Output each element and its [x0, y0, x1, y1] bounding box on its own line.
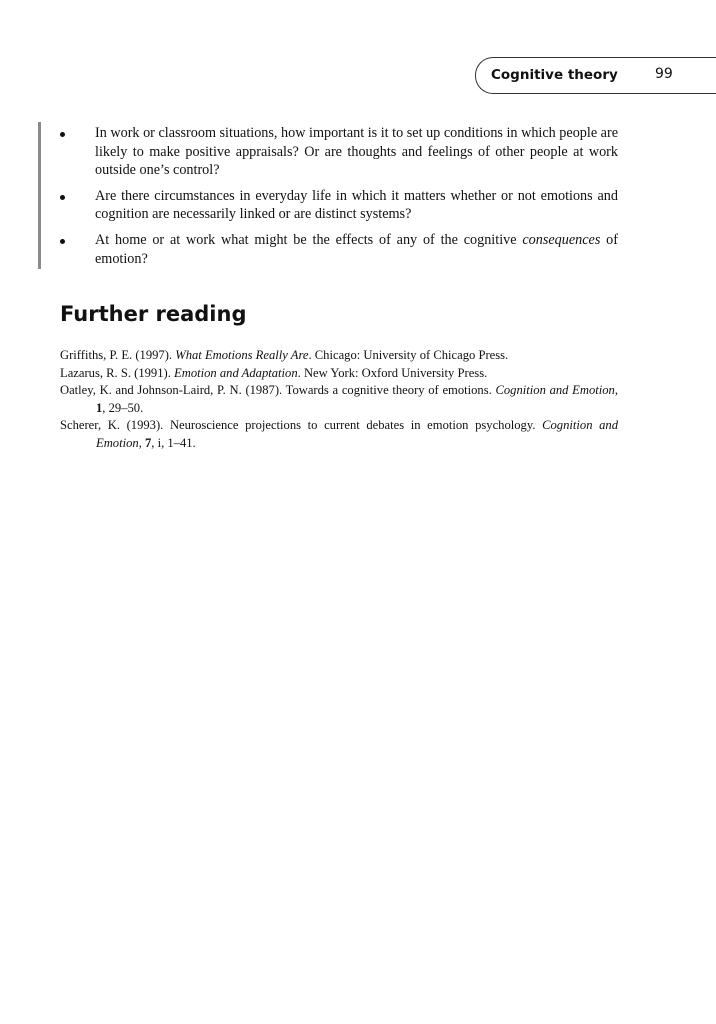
reference-publisher: . New York: Oxford University Press.: [297, 365, 488, 380]
reference-volume: 7: [144, 435, 152, 450]
reference-item: [60, 347, 618, 365]
question-item: [58, 187, 618, 224]
reference-list: [60, 347, 618, 452]
section-title: Further reading: [60, 302, 247, 326]
question-text: Are there circumstances in everyday life in which it matters whether or not emotions and cognition are necessarily linked or are distinct systems?: [95, 187, 618, 223]
bullet-icon: [60, 239, 65, 244]
reference-separator: ,: [614, 383, 618, 397]
bullet-icon: [60, 132, 65, 137]
reference-journal: Cognition and Emotion: [96, 418, 619, 450]
reference-book-title: Emotion and Adaptation: [174, 365, 298, 380]
question-item: [58, 124, 618, 180]
reference-publisher: . Chicago: University of Chicago Press.: [308, 348, 509, 362]
question-text-end: of emotion?: [95, 231, 618, 267]
bullet-icon: [60, 195, 65, 200]
reference-pages: , i, 1–41.: [151, 435, 196, 450]
reference-item: [60, 382, 618, 417]
question-emphasis: consequences: [522, 231, 601, 248]
page-number: 99: [655, 66, 673, 82]
reference-authors: Griffiths, P. E. (1997).: [60, 348, 176, 362]
reference-volume: 1: [96, 400, 103, 415]
question-item: [58, 231, 618, 268]
reference-book-title: What Emotions Really Are: [175, 348, 309, 362]
reference-journal: Cognition and Emotion: [495, 383, 615, 397]
reference-authors: Oatley, K. and Johnson-Laird, P. N. (1987). Towards a cognitive theory of emotions.: [60, 383, 496, 397]
reference-item: [60, 417, 618, 452]
reference-item: [60, 365, 618, 383]
discussion-questions: [58, 124, 618, 275]
side-rule: [38, 122, 41, 269]
question-text: In work or classroom situations, how important is it to set up conditions in which people are likely to make positive appraisals? Or are thoughts and feelings of other people at work outside one’s control?: [95, 125, 618, 179]
question-text-start: At home or at work what might be the effects of any of the cognitive: [95, 231, 523, 248]
reference-pages: , 29–50.: [102, 400, 144, 415]
reference-separator: ,: [138, 435, 145, 450]
reference-authors: Lazarus, R. S. (1991).: [60, 365, 175, 380]
running-header-title: Cognitive theory: [491, 67, 618, 83]
reference-authors: Scherer, K. (1993). Neuroscience projections to current debates in emotion psychology.: [60, 418, 543, 432]
question-text: [95, 232, 618, 267]
